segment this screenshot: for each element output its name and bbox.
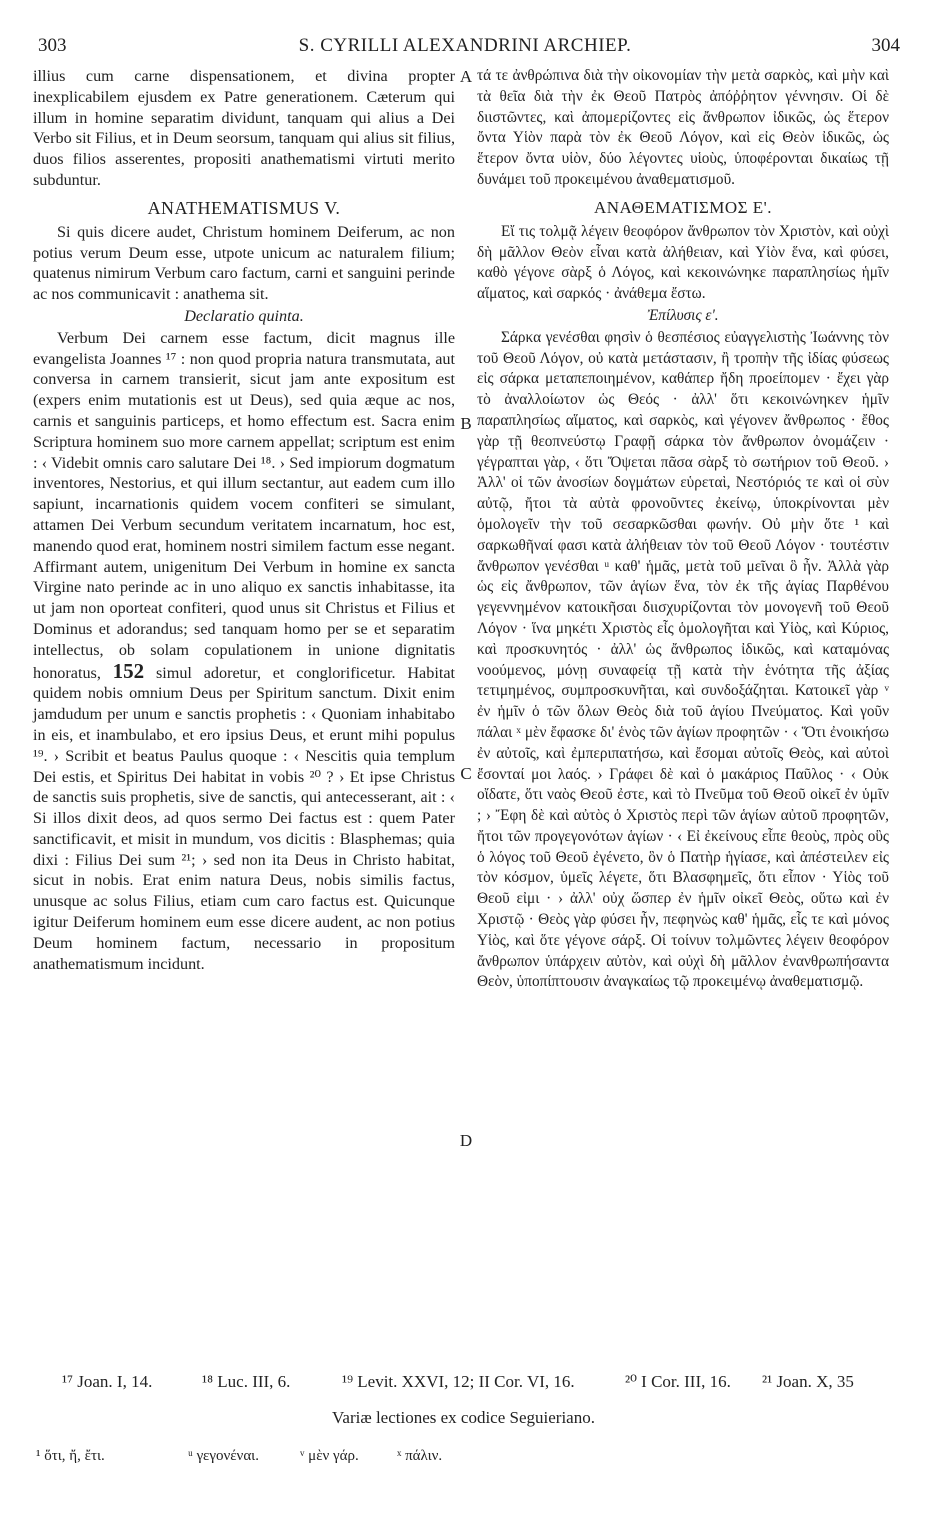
margin-marker-d: D [459,1131,473,1150]
footnote: ²⁰ I Cor. III, 16. [625,1372,731,1391]
margin-marker-a: A [459,67,473,86]
variant-reading: ᵘ γεγονέναι. [188,1448,259,1464]
page-number-left: 303 [38,35,67,56]
greek-anathematismos-heading: ΑΝΑΘΕΜΑΤΙΣΜΟΣ Ε'. [594,197,772,217]
variant-readings [0,1446,927,1470]
greek-epilysis-heading: Ἐπίλυσις ε'. [647,306,719,324]
footnote: ¹⁸ Luc. III, 6. [202,1372,291,1391]
greek-epilysis-paragraph: Σάρκα γενέσθαι φησὶν ὁ θεσπέσιος εὐαγγελιστὴς Ἰωάννης τὸν τοῦ Θεοῦ Λόγον, οὐ κατὰ μετάστασιν, ἢ τροπὴν τῆς ἰδίας φύσεως εἰς σάρκα μεταπεποιημένον, καθάπερ ἤδη προείπομεν · ἔχει γὰρ τὸ ἀναλλοίωτον ὡς Θεός · ἀλλ' ὅτι κεκοινώνηκεν ἡμῖν παραπλησίως αἵματος, καὶ σαρκὸς, καὶ γέγονεν ἄνθρωπος · ἔθος γὰρ τῇ θεοπνεύστῳ Γραφῇ σάρκα τὸν ἄνθρωπον ὀνομάζειν · γέγραπται γὰρ, ‹ ὅτι Ὄψεται πᾶσα σὰρξ τὸ σωτήριον τοῦ Θεοῦ. › Ἀλλ' οἱ τῶν ἀνοσίων δογμάτων εὑρεταὶ, Νεστόριός τε καὶ οἱ σὺν αὐτῷ, ἤτοι τὰ αὐτὰ φρονοῦντες ἐκείνῳ, ὑποκρίνονται μὲν ὁμολογεῖν τὴν τοῦ σεσαρκῶσθαι φωνήν. Οὐ μὴν ὅτε ¹ καὶ σαρκωθῆναί φασι κατὰ ἀλήθειαν τὸν τοῦ Θεοῦ Λόγον · τουτέστιν ἄνθρωπον γενέσθαι ᵘ καθ' ἡμᾶς, μετὰ τοῦ μεῖναι ὃ ἦν. Ἀλλὰ γὰρ ὡς εἰς ἄνθρωπον, τῶν ἁγίων ἕνα, τὸν ἐκ τῆς ἁγίας Παρθένου γεγεννημένον κατοικῆσαι διισχυρίζονται τὸν μονογενῆ τοῦ Θεοῦ Λόγον · ἵνα μηκέτι Χριστὸς εἷς ὁμολογῆται καὶ Υἱὸς, καὶ Κύριος, καὶ προσκυνητός · ἀλλ' ὡς ἄνθρωπος ἰδικῶς, καὶ καταμόνας νοούμενος, μόνῃ συναφείᾳ τῇ κατὰ τὴν ἑνότητα τῆς ἀξίας τετιμημένος, συμπροσκυνῆται, καὶ συνδοξάζηται. Κατοικεῖ γὰρ ᵛ ἐν ἡμῖν ὁ τῶν ὅλων Θεὸς διὰ τοῦ ἁγίου Πνεύματος. Καὶ γοῦν πάλαι ˣ μὲν ἔφασκε δι' ἑνὸς τῶν ἁγίων προφητῶν · ‹ Ὅτι ἐνοικήσω ἐν αὐτοῖς, καὶ ἐμπεριπατήσω, καὶ ἔσομαι αὐτοῖς Θεὸς, καὶ αὐτοὶ ἔσονταί μοι λαός. › Γράφει δὲ καὶ ὁ μακάριος Παῦλος · ‹ Οὐκ οἴδατε, ὅτι ναὸς Θεοῦ ἐστε, καὶ τὸ Πνεῦμα τοῦ Θεοῦ οἰκεῖ ἐν ὑμῖν ; › Ἔφη δὲ καὶ αὐτὸς ὁ Χριστὸς περὶ τῶν ἁγίων αὐτοῦ προφητῶν, ἤτοι τῶν προγεγονότων ἁγίων · ‹ Εἰ ἐκείνους εἶπε θεοὺς, πρὸς οὓς ὁ λόγος τοῦ Θεοῦ ἐγένετο, ὃν ὁ Πατὴρ ἡγίασε, καὶ ἀπέστειλεν εἰς τὸν κόσμον, ὑμεῖς λέγετε, ὅτι Βλασφημεῖς, ὅτι εἶπον · Υἱὸς τοῦ Θεοῦ εἰμι · › ἀλλ' οὐχ ὥσπερ ἐν ἡμῖν οἰκεῖ Θεὸς, οὕτω καὶ ἐν Χριστῷ · Θεὸς γὰρ φύσει ἦν, πεφηνὼς καθ' ἡμᾶς, εἷς τε καὶ μόνος Υἱὸς, καὶ ὅτε γέγονε σάρξ. Οἱ τοίνυν τολμῶντες λέγειν θεοφόρον ἄνθρωπον ὑπάρχειν αὐτὸν, καὶ οὐχὶ δὴ μᾶλλον ἐνανθρωπήσαντα Θεὸν, ὑποπίπτουσιν ἀναγκαίως τῷ προκειμένῳ ἀναθεματισμῷ. [477,328,889,991]
latin-anathema-paragraph: Si quis dicere audet, Christum hominem Deiferum, ac non potius verum Deum esse, utpote unicum ac naturalem filium; quatenus nimirum Verbum caro factum, carni et sanguini perinde ac nos communicavit : anathema sit. [33,222,455,304]
footnote: ²¹ Joan. X, 35 [762,1372,854,1391]
greek-intro-paragraph: τά τε ἀνθρώπινα διὰ τὴν οἰκονομίαν τὴν μετὰ σαρκὸς, καὶ μὴν καὶ τὰ θεῖα διὰ τὴν ἐκ Θεοῦ Πατρὸς ἀπόῤῥητον γέννησιν. Οἱ δὲ διιστῶντες, καὶ ἀπομερίζοντες εἰς ἄνθρωπον ἰδικῶς, ὡς ἕτερον ὄντα Υἱὸν παρὰ τὸν ἐκ Θεοῦ Λόγον, καὶ εἰς Θεὸν ἰδικῶς, ὡς ἕτερον ὄντα υἱὸν, δύο λέγοντες υἱοὺς, ὑποφέρονται δικαίως τῇ δυνάμει τοῦ προκειμένου ἀναθεματισμοῦ. [477,67,889,188]
variant-reading: ᵛ μὲν γάρ. [300,1448,359,1464]
inline-page-number: 152 [112,658,145,683]
variant-readings-title: Variæ lectiones ex codice Seguieriano. [332,1408,595,1427]
latin-declaratio-heading: Declaratio quinta. [184,306,304,325]
page-number-right: 304 [871,35,900,56]
latin-declaratio-text-part2: simul adoretur, et conglorificetur. Habitat quidem nobis omnium Deus per Spiritum sanctum. Dixit enim jamdudum per unum e sanctis prophetis : ‹ Quoniam inhabitabo in eis, et inambulabo, et ero ipsius Deus, et erunt mihi populus ¹⁹. › Scribit et beatus Paulus quoque : ‹ Nescitis quia templum Dei estis, et Spiritus Dei habitat in vobis ²⁰ ? › Et ipse Christus de sanctis suis prophetis, sive de sanctis, qui antecesserant, ait : ‹ Si illos dixit deos, ad quos sermo Dei factus est : quem Pater sanctificavit, et misit in mundum, vos dicitis : Blasphemas; quia dixi : Filius Dei sum ²¹; › sed non ita Deus in Christo habitat, sicut in nobis. Erat enim natura Deus, nobis similis factus, unusque ac solus Filius, etiam cum caro factus est. Quicunque igitur Deiferum hominem eum esse dicere audent, ac non potius Deum hominem factum, necessario in propositum anathematismum incidunt. [33,663,456,973]
variant-reading: ˣ πάλιν. [397,1448,443,1464]
page-header [30,35,900,61]
greek-column [477,66,889,993]
running-title: S. CYRILLI ALEXANDRINI ARCHIEP. [298,35,632,56]
latin-column [33,66,455,974]
greek-anathema-paragraph: Εἴ τις τολμᾷ λέγειν θεοφόρον ἄνθρωπον τὸν Χριστὸν, καὶ οὐχὶ δὴ μᾶλλον Θεὸν εἶναι κατὰ ἀλήθειαν, καὶ Υἱὸν ἕνα, καὶ φύσει, καθὸ γέγονε σὰρξ ὁ Λόγος, καὶ κεκοινώνηκε παραπλησίως ἡμῖν αἵματος, καὶ σαρκός · ἀνάθεμα ἔστω. [477,222,889,303]
latin-anathematismus-heading: ANATHEMATISMUS V. [147,197,341,218]
footnotes [0,1372,927,1396]
latin-intro-paragraph: illius cum carne dispensationem, et divina propter inexplicabilem ejusdem ex Patre generationem. Cæterum qui illum in homine separatim dividunt, tanquam qui alius a Dei Verbo sit Filius, et in Deum seorsum, tanquam qui alius sit filius, duos filios asserentes, propositi anathematismi virtuti merito subduntur. [33,67,455,189]
variant-reading: ¹ ὅτι, ἤ, ἔτι. [36,1448,105,1464]
footnote: ¹⁹ Levit. XXVI, 12; II Cor. VI, 16. [342,1372,575,1391]
latin-declaratio-paragraph [33,328,455,975]
latin-declaratio-text-part1: Verbum Dei carnem esse factum, dicit magnus ille evangelista Joannes ¹⁷ : non quod propria natura transmutata, aut conversa in carnem transierit, sicut jam ante expositum est (expers enim mutationis est ut Deus), sed quia æque ac nos, carnis et sanguinis particeps, et homo effectum est. Sacra enim Scriptura hominem suo more carnem appellat; scriptum est enim : ‹ Videbit omnis caro salutare Dei ¹⁸. › Sed impiorum dogmatum inventores, Nestorius, et qui illum sectantur, aut eadem cum illo sapiunt, incarnationis quidem vocem confiteri se simulant, attamen Dei Verbum secundum veritatem incarnatum, hoc est, manendo quod erat, hominem nostri similem factum esse negant. Affirmant autem, unigenitum Dei Verbum in homine ex sancta Virgine nato perinde ac in uno aliquo ex sanctis inhabitasse, ita ut jam non oporteat confiteri, quod unus sit Christus et Filius et Dominus et adorandus; sed tanquam homo per se et separatim intellectus, ob solam copulationem in unione dignitatis honoratus, [33,328,455,682]
margin-marker-b: B [460,414,472,433]
footnote: ¹⁷ Joan. I, 14. [62,1372,153,1391]
margin-marker-c: C [460,764,472,783]
